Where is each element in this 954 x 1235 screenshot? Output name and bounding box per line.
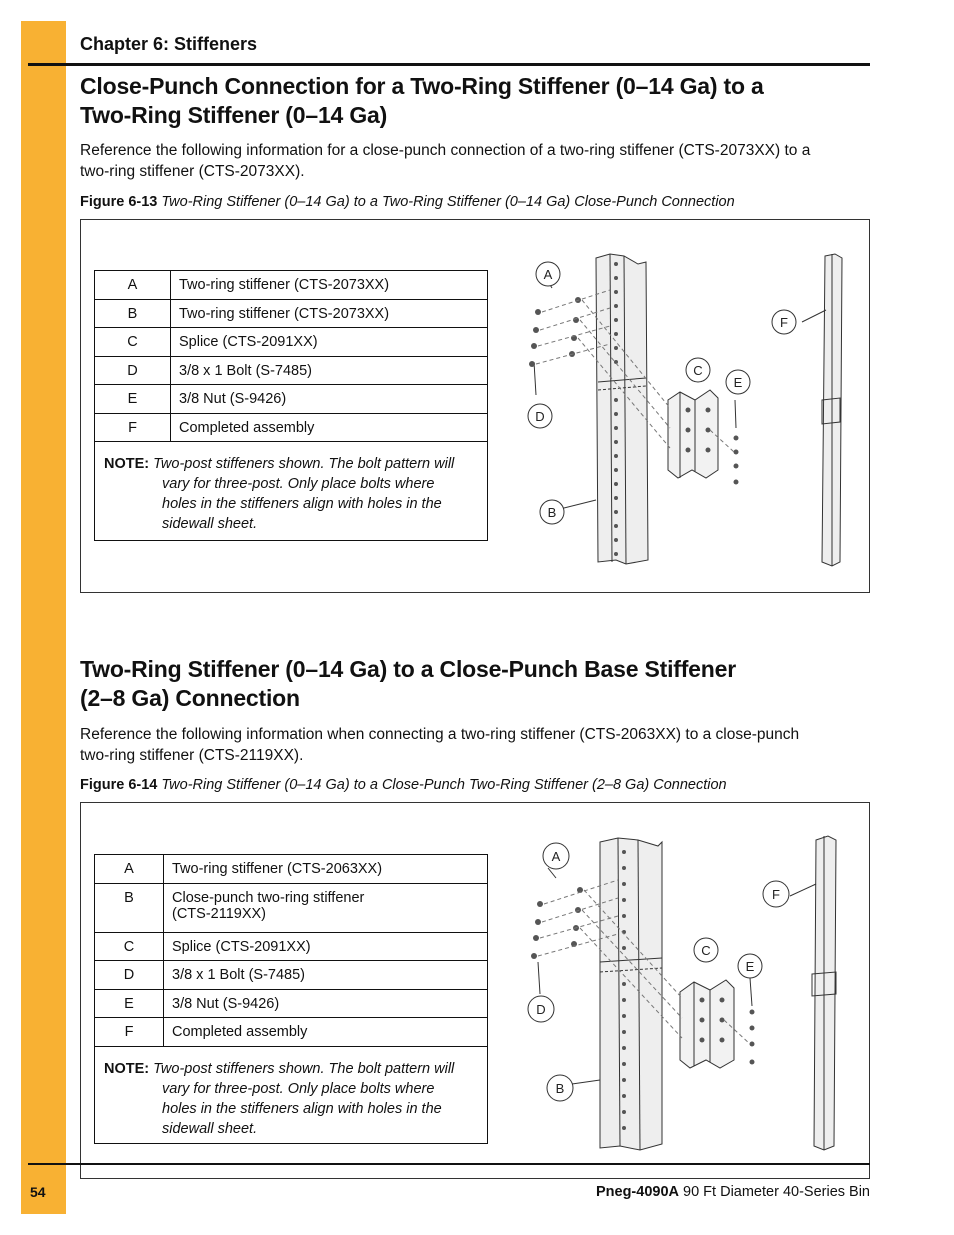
- label-a: A: [551, 849, 561, 864]
- legend-row: A Two-ring stiffener (CTS-2063XX): [95, 855, 487, 884]
- label-b: B: [547, 505, 557, 520]
- label-c: C: [693, 363, 703, 378]
- legend-row: B Two-ring stiffener (CTS-2073XX): [95, 300, 487, 328]
- section1-title: Close-Punch Connection for a Two-Ring Stiffener (0–14 Ga) to a Two-Ring Stiffener (0–14 Ga): [80, 73, 764, 128]
- label-e: E: [745, 959, 755, 974]
- label-e: E: [733, 375, 743, 390]
- label-a: A: [543, 267, 553, 282]
- label-c: C: [701, 943, 711, 958]
- legend-row: A Two-ring stiffener (CTS-2073XX): [95, 271, 487, 300]
- footer-rule: [28, 1163, 870, 1165]
- figure-6-14-diagram: [520, 834, 860, 1156]
- legend-row: F Completed assembly: [95, 414, 487, 442]
- figure-6-13-note: NOTE: Two-post stiffeners shown. The bolt pattern will vary for three-post. Only place bolts where holes in the stiffeners align with holes in the sidewall sheet.: [104, 456, 455, 532]
- footer-doc-title: Pneg-4090A 90 Ft Diameter 40-Series Bin: [595, 1184, 870, 1200]
- label-d: D: [535, 409, 545, 424]
- legend-row: F Completed assembly: [95, 1018, 487, 1047]
- header-rule: [28, 63, 870, 66]
- legend-row: C Splice (CTS-2091XX): [95, 328, 487, 357]
- legend-row: E 3/8 Nut (S-9426): [95, 990, 487, 1018]
- figure-6-13-legend: [94, 270, 488, 541]
- label-f: F: [772, 887, 780, 902]
- legend-row: D 3/8 x 1 Bolt (S-7485): [95, 961, 487, 990]
- page-number: 54: [30, 1184, 46, 1200]
- section1-intro: Reference the following information for a close-punch connection of a two-ring stiffener (CTS-2073XX) to a two-ring stiffener (CTS-2073XX).: [80, 142, 811, 180]
- figure-6-13-diagram: [520, 250, 860, 570]
- legend-row: E 3/8 Nut (S-9426): [95, 385, 487, 414]
- figure-6-14-caption: Figure 6-14 Two-Ring Stiffener (0–14 Ga) to a Close-Punch Two-Ring Stiffener (2–8 Ga) Connection: [80, 777, 727, 793]
- legend-row: C Splice (CTS-2091XX): [95, 933, 487, 961]
- section2-title: Two-Ring Stiffener (0–14 Ga) to a Close-Punch Base Stiffener (2–8 Ga) Connection: [80, 656, 736, 711]
- section2-intro: Reference the following information when connecting a two-ring stiffener (CTS-2063XX) to a close-punch two-ring stiffener (CTS-2119XX).: [80, 726, 800, 764]
- chapter-heading: Chapter 6: Stiffeners: [80, 34, 258, 54]
- chapter-tab-bar: [21, 21, 66, 1214]
- legend-row: D 3/8 x 1 Bolt (S-7485): [95, 357, 487, 385]
- figure-6-14-legend: [94, 854, 488, 1144]
- figure-6-13-caption: Figure 6-13 Two-Ring Stiffener (0–14 Ga) to a Two-Ring Stiffener (0–14 Ga) Close-Punch Connection: [80, 194, 735, 210]
- label-f: F: [780, 315, 788, 330]
- legend-row: B Close-punch two-ring stiffener (CTS-2119XX): [95, 884, 487, 933]
- label-b: B: [555, 1081, 565, 1096]
- figure-6-14-note: NOTE: Two-post stiffeners shown. The bolt pattern will vary for three-post. Only place bolts where holes in the stiffeners align with holes in the sidewall sheet.: [104, 1061, 455, 1137]
- label-d: D: [536, 1002, 546, 1017]
